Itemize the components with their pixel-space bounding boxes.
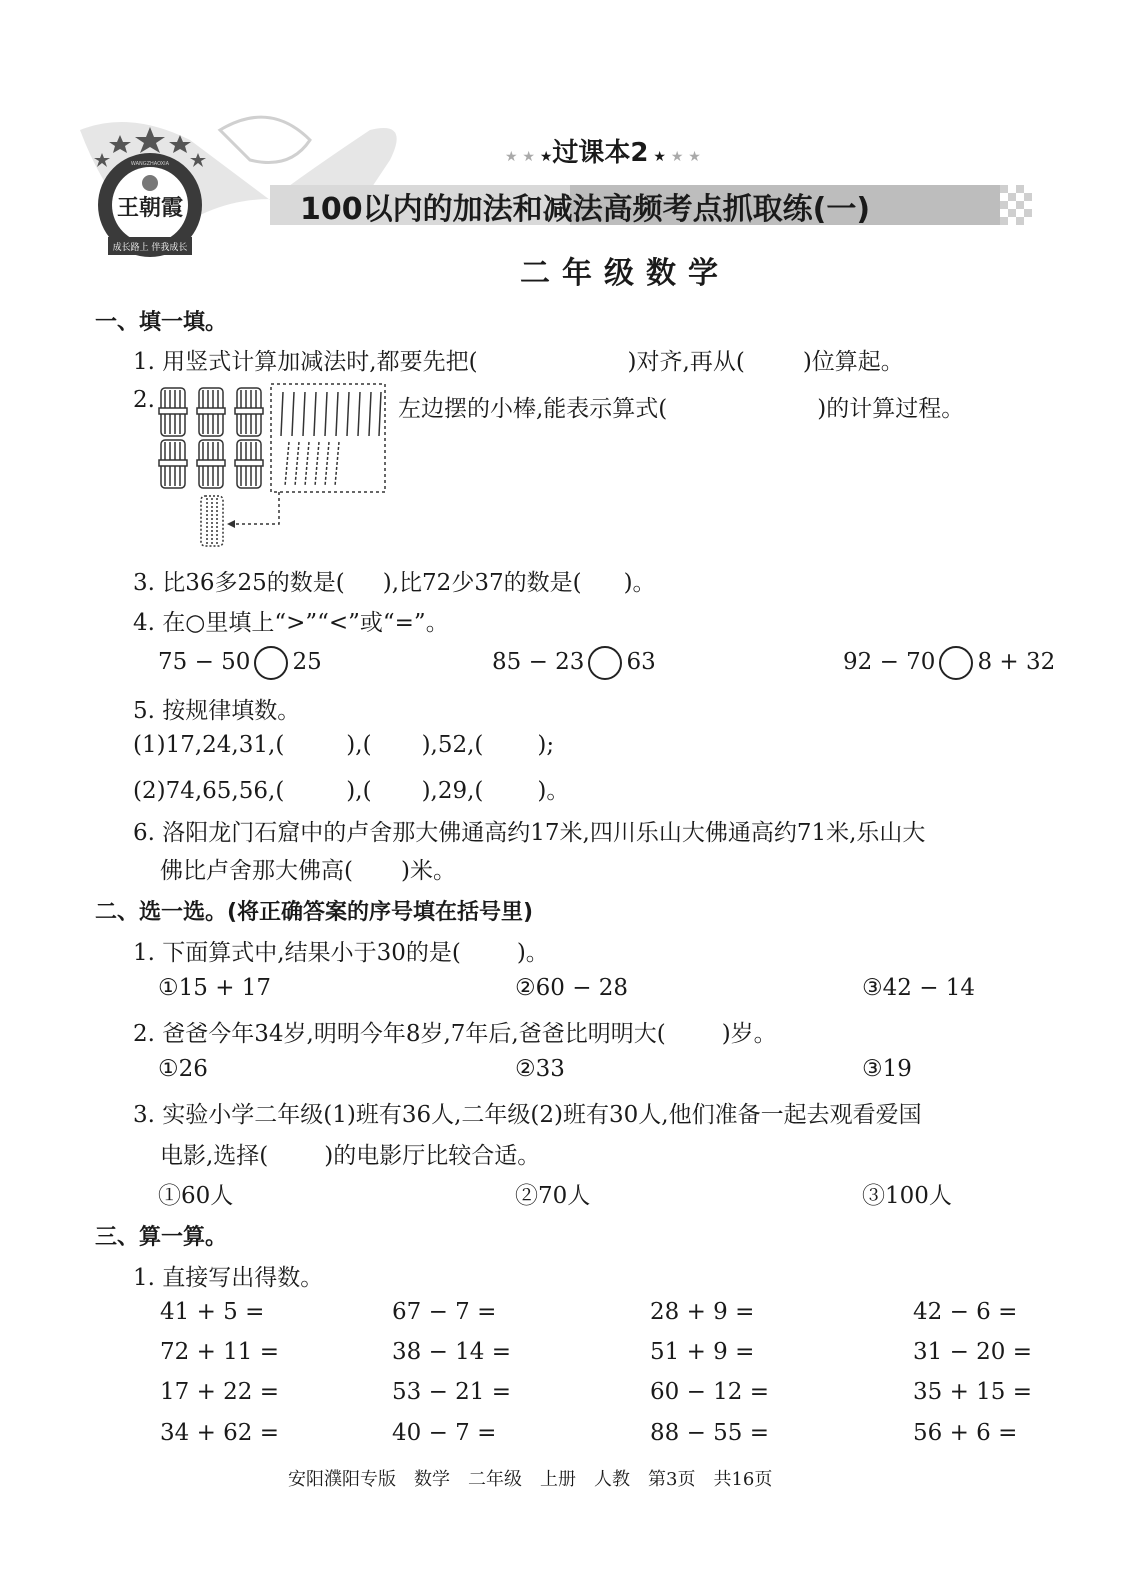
calc-item: 42 − 6 = xyxy=(913,1299,1018,1325)
single-sticks-top xyxy=(281,392,381,436)
answer-circle[interactable] xyxy=(939,646,973,680)
star-icon xyxy=(135,127,165,153)
star-icon: ★ ★ xyxy=(665,149,701,165)
option-2-2-a[interactable]: ①26 xyxy=(158,1056,208,1082)
calc-item: 88 − 55 = xyxy=(650,1420,770,1446)
option-2-1-a[interactable]: ①15 + 17 xyxy=(158,975,272,1001)
question-2-2: 2. 爸爸今年34岁,明明今年8岁,7年后,爸爸比明明大( )岁。 xyxy=(133,1021,777,1047)
calc-item: 40 − 7 = xyxy=(392,1420,497,1446)
compare-item-3: 92 − 70 8 + 32 xyxy=(843,646,1055,680)
logo-slogan: 成长路上 伴我成长 xyxy=(112,243,188,253)
bundle-of-ten xyxy=(235,440,263,488)
star-icon: ★ xyxy=(648,149,666,165)
calc-item: 38 − 14 = xyxy=(392,1339,512,1365)
section-2-heading: 二、选一选。(将正确答案的序号填在括号里) xyxy=(95,900,534,925)
calc-item: 51 + 9 = xyxy=(650,1339,755,1365)
star-icon: ★ ★ xyxy=(505,149,540,165)
compare-item-2: 85 − 23 63 xyxy=(492,646,656,680)
calc-item: 35 + 15 = xyxy=(913,1379,1033,1405)
page-footer: 安阳濮阳专版 数学 二年级 上册 人教 第3页 共16页 xyxy=(288,1469,773,1490)
star-icon xyxy=(94,153,110,167)
star-icon xyxy=(190,153,206,167)
calc-item: 31 − 20 = xyxy=(913,1339,1033,1365)
bundle-of-ten xyxy=(197,388,225,436)
question-1-6-line-2: 佛比卢舍那大佛高( )米。 xyxy=(160,858,456,884)
option-2-2-b[interactable]: ②33 xyxy=(515,1056,565,1082)
calc-item: 60 − 12 = xyxy=(650,1379,770,1405)
page-title: 100以内的加法和减法高频考点抓取练(一) xyxy=(300,192,871,227)
option-2-3-a[interactable]: ①60人 xyxy=(158,1183,234,1209)
calc-item: 56 + 6 = xyxy=(913,1420,1018,1446)
calc-item: 72 + 11 = xyxy=(160,1339,280,1365)
question-3-1-prompt: 1. 直接写出得数。 xyxy=(133,1265,324,1291)
calc-item: 67 − 7 = xyxy=(392,1299,497,1325)
bundle-of-ten xyxy=(159,388,187,436)
star-icon xyxy=(109,135,131,153)
calc-item: 34 + 62 = xyxy=(160,1420,280,1446)
single-sticks-bottom xyxy=(285,442,339,486)
compare-item-1: 75 − 50 25 xyxy=(158,646,322,680)
series-label: ★ ★ ★过课本2 ★ ★ ★ xyxy=(505,138,701,168)
calc-item: 53 − 21 = xyxy=(392,1379,512,1405)
question-1-3: 3. 比36多25的数是( ),比72少37的数是( )。 xyxy=(133,570,656,596)
section-3-heading: 三、算一算。 xyxy=(95,1225,228,1250)
question-2-3-line-1: 3. 实验小学二年级(1)班有36人,二年级(2)班有30人,他们准备一起去观看爱国 xyxy=(133,1102,922,1128)
section-1-heading: 一、填一填。 xyxy=(95,310,228,335)
option-2-3-b[interactable]: ②70人 xyxy=(515,1183,591,1209)
brand-logo xyxy=(90,125,210,265)
question-1-6-line-1: 6. 洛阳龙门石窟中的卢舍那大佛通高约17米,四川乐山大佛通高约71米,乐山大 xyxy=(133,820,926,846)
question-1-4-prompt: 4. 在○里填上“>”“<”或“=”。 xyxy=(133,610,449,636)
answer-circle[interactable] xyxy=(254,646,288,680)
bundle-of-ten xyxy=(197,440,225,488)
logo-text: 王朝霞 xyxy=(116,195,184,221)
option-2-1-b[interactable]: ②60 − 28 xyxy=(515,975,629,1001)
question-1-2-number: 2. xyxy=(133,387,155,413)
bundle-of-ten xyxy=(159,440,187,488)
dashed-box xyxy=(271,384,385,492)
option-2-1-c[interactable]: ③42 − 14 xyxy=(862,975,976,1001)
arrow-connector xyxy=(233,492,279,524)
calc-item: 41 + 5 = xyxy=(160,1299,265,1325)
question-1-5-prompt: 5. 按规律填数。 xyxy=(133,698,301,724)
question-1-1: 1. 用竖式计算加减法时,都要先把( )对齐,再从( )位算起。 xyxy=(133,349,904,375)
calc-item: 17 + 22 = xyxy=(160,1379,280,1405)
bundle-of-ten-dotted xyxy=(201,496,223,546)
star-icon: ★ xyxy=(539,149,553,165)
pattern-line-2: (2)74,65,56,( ),( ),29,( )。 xyxy=(133,778,570,804)
option-2-3-c[interactable]: ③100人 xyxy=(862,1183,952,1209)
calc-item: 28 + 9 = xyxy=(650,1299,755,1325)
page-subtitle: 二年级数学 xyxy=(520,256,730,291)
question-1-2: 左边摆的小棒,能表示算式( )的计算过程。 xyxy=(398,396,965,422)
answer-circle[interactable] xyxy=(588,646,622,680)
question-2-3-line-2: 电影,选择( )的电影厅比较合适。 xyxy=(160,1143,541,1169)
bundle-of-ten xyxy=(235,388,263,436)
counting-sticks-figure xyxy=(155,380,395,555)
pattern-line-1: (1)17,24,31,( ),( ),52,( ); xyxy=(133,732,555,758)
logo-ring-text: WANGZHAOXIA xyxy=(130,161,170,167)
star-icon xyxy=(169,135,191,153)
arrow-head-icon xyxy=(227,520,235,528)
option-2-2-c[interactable]: ③19 xyxy=(862,1056,912,1082)
header-ribbon-decoration xyxy=(70,110,1050,250)
question-2-1: 1. 下面算式中,结果小于30的是( )。 xyxy=(133,940,549,966)
